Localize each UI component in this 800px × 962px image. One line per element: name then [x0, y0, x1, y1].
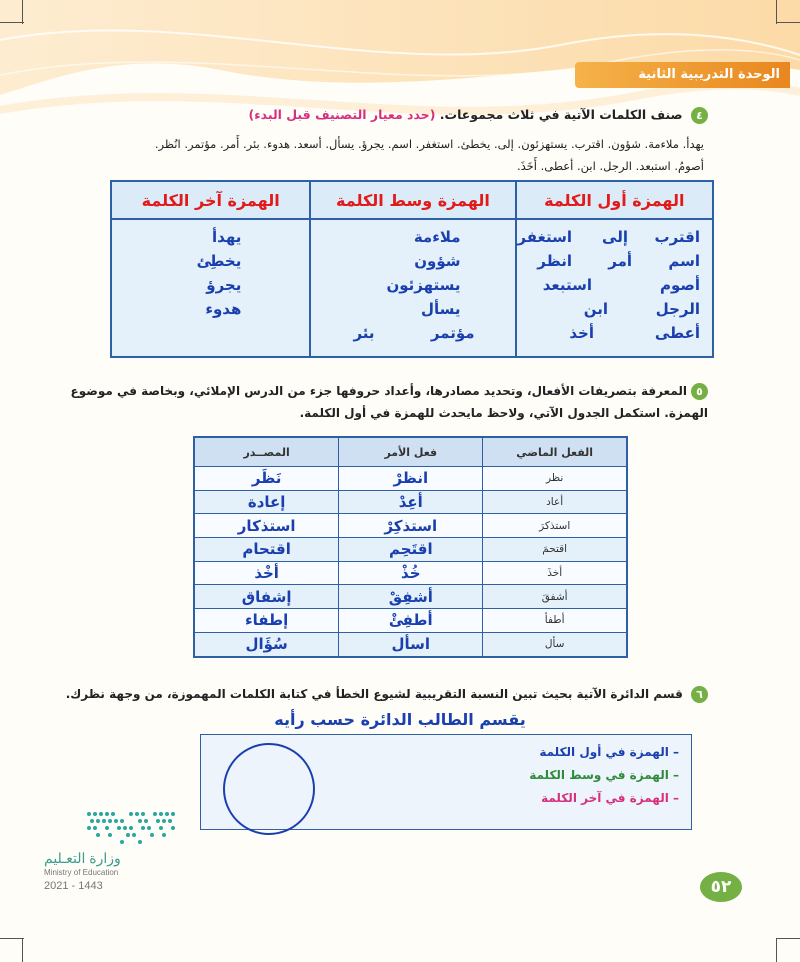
q6-number-badge: ٦ [691, 686, 708, 703]
crop-mark [0, 22, 24, 23]
imperative-cell: أعِدْ [339, 490, 483, 514]
answer-word: ابن [583, 300, 608, 318]
edition-year: 2021 - 1443 [44, 880, 103, 892]
table-row [194, 538, 627, 562]
column-middle [310, 219, 515, 357]
legend-middle: – الهمزة ﻓﻲ وسط الكلمة [529, 768, 679, 782]
masdar-cell: أخْذ [194, 561, 339, 585]
header-last: الهمزة آخر الكلمة [111, 181, 310, 219]
past-cell: أشفقَ [483, 585, 627, 609]
imperative-cell: أطفِئْ [339, 609, 483, 633]
masdar-cell: إشفاق [194, 585, 339, 609]
table-row [194, 585, 627, 609]
masdar-cell: إطفاء [194, 609, 339, 633]
q4-heading [108, 107, 708, 124]
q4-number-badge: ٤ [691, 107, 708, 124]
past-cell: أخذَ [483, 561, 627, 585]
answer-word: أصوم [659, 276, 700, 294]
table-row [194, 561, 627, 585]
q5-number-badge: ٥ [691, 383, 708, 400]
answer-word: يستهزئون [386, 276, 461, 294]
q4-word-list [74, 133, 704, 177]
table-row [194, 467, 627, 491]
legend-last: – الهمزة ﻓﻲ آخر الكلمة [541, 791, 679, 805]
q4-criterion: (حدد معيار التصنيف قبل البدء) [248, 107, 436, 122]
answer-word: يخطِئ [196, 252, 242, 270]
ministry-name-en: Ministry of Education [44, 868, 119, 877]
past-cell: سأل [483, 632, 627, 656]
q5-text-1: المعرفة بتصريفات الأفعال، وتحديد مصادرها، وأعداد حروفها جزء من الدرس الإملائي، وبخاصة ﻓﻲ موضوع [70, 384, 687, 398]
answer-word: اقترب [654, 228, 700, 246]
table-row [194, 490, 627, 514]
answer-word: أخذ [569, 324, 594, 342]
header-middle: الهمزة وسط الكلمة [310, 181, 515, 219]
answer-word: أعطى [654, 324, 700, 342]
crop-mark [776, 0, 777, 24]
masdar-cell: نَظَر [194, 467, 339, 491]
table-row [194, 609, 627, 633]
table-row [194, 514, 627, 538]
ministry-logo-dots [84, 808, 179, 846]
crop-mark [22, 0, 23, 24]
header-imperative: فعل الأمر [339, 437, 483, 467]
classification-table [110, 180, 714, 358]
imperative-cell: استذكِرْ [339, 514, 483, 538]
answer-word: بئر [353, 324, 375, 342]
q6-text: قسم الدائرة الآتية بحيث تبين النسبة التقريبية لشيوع الخطأ ﻓﻲ كتابة الكلمات المهموزة، من وجهة نظرك. [65, 687, 683, 701]
header-past: الفعل الماضي [483, 437, 627, 467]
past-cell: نظر [483, 467, 627, 491]
answer-word: استبعد [542, 276, 592, 294]
q4-words-line2: أصومُ. استبعد. الرجل. ابن. أعطى. أَخَذَ. [516, 159, 704, 173]
past-cell: اقتحمَ [483, 538, 627, 562]
column-first [516, 219, 713, 357]
answer-word: أمر [608, 252, 632, 270]
q5-prompt [8, 380, 708, 424]
masdar-cell: إعادة [194, 490, 339, 514]
q4-words-line1: يهدأ. ملاءمة. شؤون. اقترب. يستهزئون. إلى. يخطئ. استغفر. اسم. يجرؤ. يسأل. أسعد. هدوء. بئر. أَمر. مؤتمر. انُظر. [154, 137, 704, 151]
answer-word: ملاءمة [413, 228, 461, 246]
q6-prompt [28, 686, 708, 703]
header-masdar: المصــدر [194, 437, 339, 467]
imperative-cell: اسأل [339, 632, 483, 656]
unit-banner: الوحدة التدريبية الثانية [575, 62, 790, 88]
past-cell: أعاد [483, 490, 627, 514]
ministry-name-ar: وزارة التعـليم [44, 850, 121, 866]
answer-word: استغفر [517, 228, 572, 246]
crop-mark [776, 938, 777, 962]
table-row [194, 632, 627, 656]
answer-word: هدوء [205, 300, 242, 318]
imperative-cell: أشفِقْ [339, 585, 483, 609]
imperative-cell: خُذْ [339, 561, 483, 585]
answer-word: إلى [602, 228, 628, 246]
imperative-cell: اقتَحِم [339, 538, 483, 562]
page-number: ٥٢ [700, 872, 742, 902]
pie-box [200, 734, 692, 830]
past-cell: أطفأ [483, 609, 627, 633]
masdar-cell: سُؤَال [194, 632, 339, 656]
verb-table [193, 436, 628, 658]
q5-line1 [8, 380, 708, 402]
empty-circle [223, 743, 315, 835]
past-cell: استذكرَ [483, 514, 627, 538]
answer-word: الرجل [655, 300, 700, 318]
answer-word: يسأل [421, 300, 461, 318]
column-last [111, 219, 310, 357]
q6-answer-title: يقسم الطالب الدائرة حسب رأيه [274, 710, 526, 729]
answer-word: شؤون [414, 252, 461, 270]
q5-text-2: الهمزة. استكمل الجدول الآتي، ولاحظ مايحدث للهمزة ﻓﻲ أول الكلمة. [299, 406, 708, 420]
masdar-cell: استذكار [194, 514, 339, 538]
answer-word: مؤتمر [430, 324, 475, 342]
answer-word: انظر [537, 252, 572, 270]
masdar-cell: اقتحام [194, 538, 339, 562]
crop-mark [0, 938, 24, 939]
q4-heading-text: صنف الكلمات الآتية ﻓﻲ ثلاث مجموعات. [439, 107, 683, 122]
crop-mark [776, 938, 800, 939]
crop-mark [776, 22, 800, 23]
legend-first: – الهمزة ﻓﻲ أول الكلمة [539, 745, 679, 759]
answer-word: اسم [668, 252, 700, 270]
header-first: الهمزة أول الكلمة [516, 181, 713, 219]
imperative-cell: انظرْ [339, 467, 483, 491]
answer-word: يجرؤ [206, 276, 242, 294]
answer-word: يهدأ [212, 228, 242, 246]
crop-mark [22, 938, 23, 962]
